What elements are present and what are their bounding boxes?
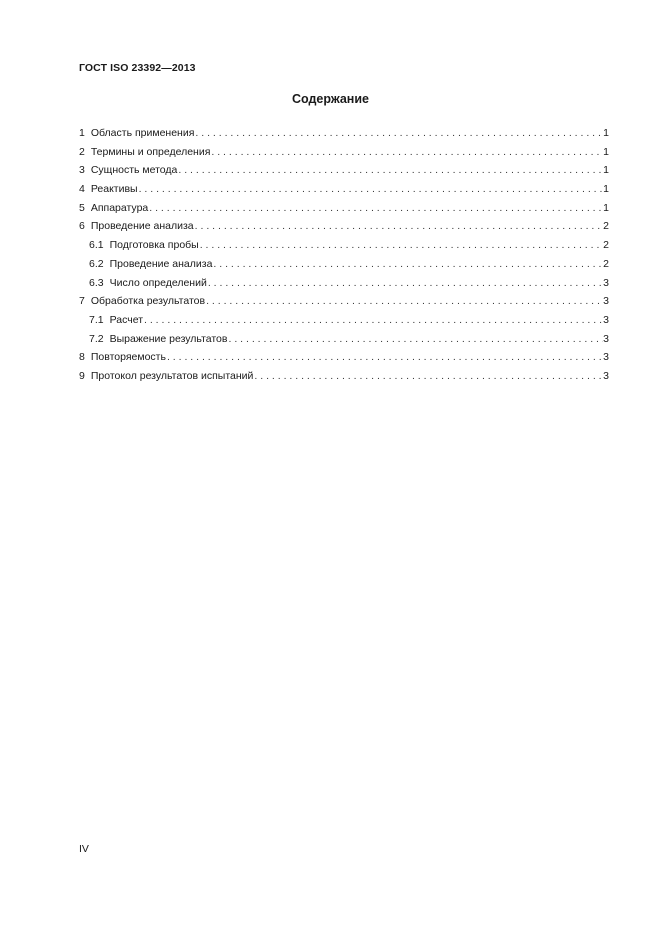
toc-entry-number: 3	[79, 164, 85, 177]
toc-entry-5[interactable]	[79, 199, 609, 218]
toc-entry-label: Повторяемость	[90, 351, 166, 364]
toc-entry-label: Сущность метода	[90, 164, 178, 177]
toc-entry-label: Выражение результатов	[109, 332, 228, 345]
toc-dot-leader	[199, 236, 603, 255]
toc-entry-7[interactable]	[79, 292, 609, 311]
toc-entry-number: 6	[79, 220, 85, 233]
toc-entry-6-1[interactable]	[79, 236, 609, 255]
table-of-contents	[79, 124, 609, 386]
toc-entry-page: 3	[603, 332, 609, 345]
toc-entry-number: 9	[79, 369, 85, 382]
toc-entry-number: 4	[79, 183, 85, 196]
toc-entry-number: 2	[79, 145, 85, 158]
toc-dot-leader	[138, 180, 604, 199]
toc-entry-page: 1	[603, 145, 609, 158]
toc-entry-6-3[interactable]	[79, 274, 609, 293]
toc-entry-page: 3	[603, 313, 609, 326]
toc-entry-6[interactable]	[79, 217, 609, 236]
toc-entry-number: 1	[79, 127, 85, 139]
toc-entry-6-2[interactable]	[79, 255, 609, 274]
toc-entry-label: Обработка результатов	[90, 295, 206, 308]
page-number: IV	[79, 843, 89, 855]
toc-entry-number: 8	[79, 351, 85, 364]
toc-entry-label: Проведение анализа	[109, 257, 213, 270]
toc-entry-label: Расчет	[109, 313, 144, 326]
toc-entry-4[interactable]	[79, 180, 609, 199]
toc-dot-leader	[194, 217, 604, 236]
toc-entry-page: 1	[603, 201, 609, 214]
toc-entry-page: 1	[603, 183, 609, 196]
document-standard-id: ГОСТ ISO 23392—2013	[79, 62, 196, 74]
toc-dot-leader	[143, 311, 603, 330]
toc-entry-page: 3	[603, 295, 609, 308]
toc-entry-label: Протокол результатов испытаний	[90, 369, 254, 382]
toc-entry-page: 2	[603, 220, 609, 233]
toc-entry-page: 1	[603, 164, 609, 177]
toc-entry-number: 5	[79, 201, 85, 214]
toc-entry-label: Подготовка пробы	[109, 239, 199, 252]
toc-dot-leader	[148, 199, 603, 218]
toc-entry-label: Аппаратура	[90, 201, 149, 214]
toc-entry-page: 1	[603, 127, 609, 139]
toc-entry-page: 3	[603, 369, 609, 382]
toc-entry-number: 7.2	[89, 332, 104, 345]
toc-entry-page: 3	[603, 351, 609, 364]
toc-entry-8[interactable]	[79, 348, 609, 367]
toc-entry-number: 6.1	[89, 239, 104, 252]
toc-entry-7-1[interactable]	[79, 311, 609, 330]
toc-entry-page: 3	[603, 276, 609, 289]
toc-entry-2[interactable]	[79, 143, 609, 162]
toc-dot-leader	[166, 348, 603, 367]
toc-entry-number: 6.3	[89, 276, 104, 289]
toc-dot-leader	[227, 330, 603, 349]
toc-dot-leader	[212, 255, 603, 274]
toc-entry-number: 7.1	[89, 313, 104, 326]
toc-entry-page: 2	[603, 239, 609, 252]
toc-entry-label: Число определений	[109, 276, 207, 289]
toc-entry-9[interactable]	[79, 367, 609, 386]
toc-dot-leader	[210, 143, 603, 162]
toc-dot-leader	[207, 274, 603, 293]
toc-dot-leader	[177, 161, 603, 180]
toc-entry-number: 6.2	[89, 257, 104, 270]
toc-entry-label: Термины и определения	[90, 145, 211, 158]
toc-entry-page: 2	[603, 257, 609, 270]
toc-entry-1[interactable]	[79, 124, 609, 143]
toc-entry-7-2[interactable]	[79, 330, 609, 349]
toc-dot-leader	[194, 124, 603, 143]
toc-dot-leader	[205, 292, 603, 311]
toc-entry-label: Проведение анализа	[90, 220, 194, 233]
toc-dot-leader	[253, 367, 603, 386]
toc-entry-label: Реактивы	[90, 183, 138, 196]
toc-entry-label: Область применения	[90, 127, 195, 139]
toc-title: Содержание	[291, 92, 369, 106]
toc-entry-number: 7	[79, 295, 85, 308]
toc-entry-3[interactable]	[79, 161, 609, 180]
